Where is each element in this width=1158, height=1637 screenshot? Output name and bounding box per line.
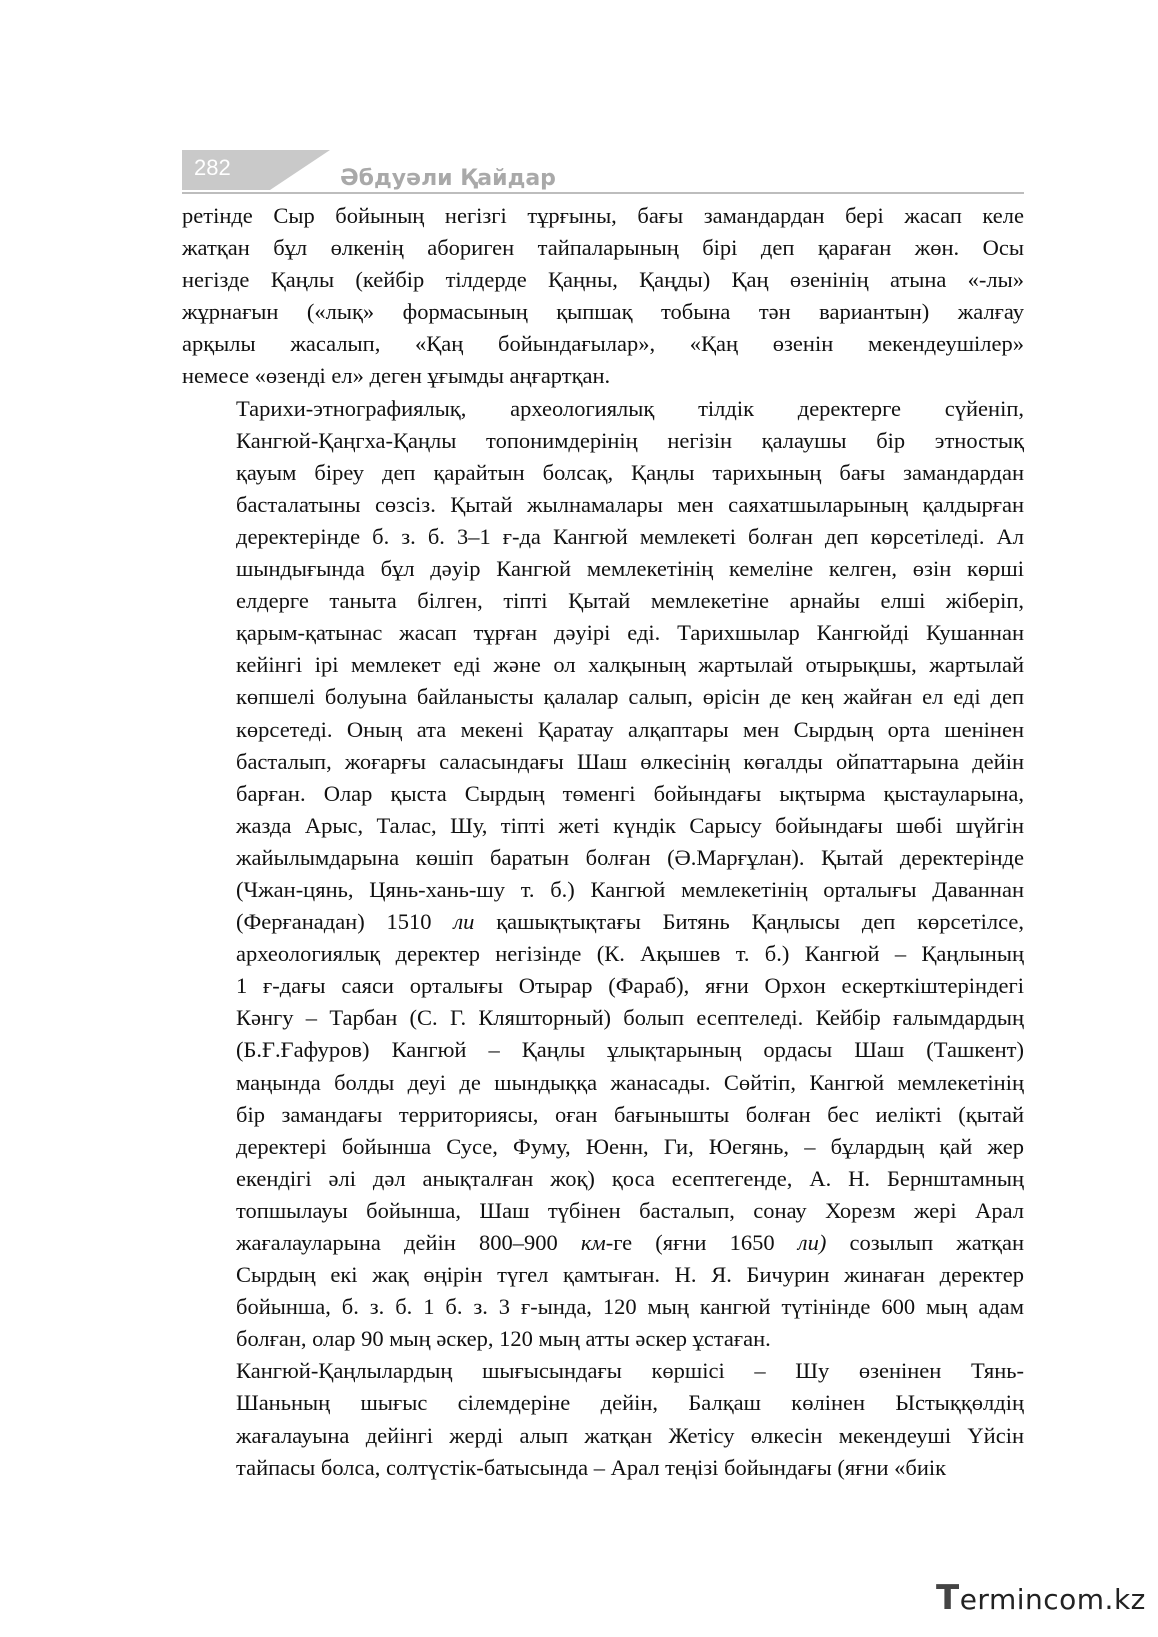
text-line: маңында болды деуі де шындыққа жанасады. Сөйтіп, Кангюй мемлекетінің	[236, 1069, 1024, 1095]
text-line: арқылы жасалып, «Қаң бойындағылар», «Қаң өзенін мекендеушілер»	[182, 331, 1024, 357]
text-line: деректері бойынша Сусе, Фуму, Юенн, Ги, Юегянь, – бұлардың қай жер	[236, 1133, 1024, 1159]
watermark-text: ermincom.kz	[959, 1583, 1146, 1616]
text-line: Кәнгу – Тарбан (С. Г. Кляшторный) болып есептеледі. Кейбір ғалымдардың	[236, 1005, 1024, 1031]
header-rule	[182, 192, 1024, 194]
text-line: ретінде Сыр бойының негізгі тұрғыны, бағы замандардан бері жасап келе	[182, 203, 1024, 228]
text-line: бір замандағы территориясы, оған бағынышты болған бес иелікті (қытай	[236, 1101, 1024, 1127]
paragraph	[182, 393, 1024, 1356]
text-line: Кангюй-Қаңгха-Қаңлы топонимдерінің негізін қалаушы бір этностық	[236, 427, 1024, 453]
text-line: басталып, жоғарғы саласындағы Шаш өлкесінің көгалды ойпаттарына дейін	[236, 748, 1024, 774]
page-number: 282	[194, 155, 231, 180]
text-line: екендігі әлі дәл анықталған жоқ) қоса есептегенде, А. Н. Бернштамның	[236, 1165, 1024, 1191]
text-line: (Ферғанадан) 1510 ли қашықтықтағы Битянь Қаңлысы деп көрсетілсе,	[236, 909, 1024, 935]
text-line: көрсетеді. Оның ата мекені Қаратау алқаптары мен Сырдың орта шенінен	[236, 716, 1024, 742]
text-line: жұрнағын («лық» формасының қыпшақ тобына тән вариантын) жалғау	[182, 299, 1024, 325]
text-line: тайпасы болса, солтүстік-батысында – Арал теңізі бойындағы (яғни «биік	[236, 1454, 947, 1480]
text-line: болған, олар 90 мың әскер, 120 мың атты әскер ұстаған.	[236, 1326, 771, 1352]
text-line: жазда Арыс, Талас, Шу, тіпті жеті күндік Сарысу бойындағы шөбі шүйгін	[236, 812, 1024, 838]
text-line: көпшелі болуына байланысты қалалар салып, өрісін де кең жайған ел еді деп	[236, 684, 1024, 710]
body-text	[182, 200, 1024, 1484]
paragraph	[182, 200, 1024, 393]
text-line: (Б.Ғ.Ғафуров) Кангюй – Қаңлы ұлықтарының ордасы Шаш (Ташкент)	[236, 1037, 1024, 1063]
text-line: кейінгі ірі мемлекет еді және ол халқының жартылай отырықшы, жартылай	[236, 652, 1024, 678]
text-line: 1 ғ-дағы саяси орталығы Отырар (Фараб), яғни Орхон ескерткіштеріндегі	[236, 973, 1024, 999]
text-line: жағалауына дейінгі жерді алып жатқан Жетісу өлкесін мекендеуші Үйсін	[236, 1422, 1024, 1448]
text-line: қауым біреу деп қарайтын болсақ, Қаңлы тарихының бағы замандардан	[236, 459, 1024, 485]
paragraph	[182, 1355, 1024, 1483]
text-line: деректерінде б. з. б. 3–1 ғ-да Кангюй мемлекеті болған деп көрсетіледі. Ал	[236, 523, 1024, 549]
text-line: шындығында бұл дәуір Кангюй мемлекетінің кемеліне келген, өзін көрші	[236, 556, 1024, 582]
text-line: басталатыны сөзсіз. Қытай жылнамалары мен саяхатшыларының қалдырған	[236, 491, 1024, 517]
page-header	[182, 150, 1024, 196]
text-line: Тарихи-этнографиялық, археологиялық тілдік деректерге сүйеніп,	[236, 395, 1024, 421]
text-line: жатқан бұл өлкенің абориген тайпаларының бірі деп қараған жөн. Осы	[182, 235, 1024, 261]
text-line: жайылымдарына көшіп баратын болған (Ә.Марғұлан). Қытай деректерінде	[236, 844, 1024, 870]
watermark-t-icon: T	[936, 1578, 960, 1618]
watermark-logo	[936, 1578, 1146, 1618]
text-line: елдерге таныта білген, тіпті Қытай мемлекетіне арнайы елші жіберіп,	[236, 588, 1024, 614]
text-line: барған. Олар қыста Сырдың төменгі бойындағы ықтырма қыстауларына,	[236, 780, 1024, 806]
page-number-tab-wedge	[270, 150, 330, 190]
text-line: жағалауларына дейін 800–900 км-ге (яғни 1650 ли) созылып жатқан	[236, 1230, 1024, 1255]
text-line: қарым-қатынас жасап тұрған дәуірі еді. Тарихшылар Кангюйді Кушаннан	[236, 620, 1024, 646]
text-line: (Чжан-цянь, Цянь-хань-шу т. б.) Кангюй мемлекетінің орталығы Даваннан	[236, 876, 1024, 902]
running-title: Әбдуәли Қайдар	[340, 166, 556, 191]
text-line: Сырдың екі жақ өңірін түгел қамтыған. Н. Я. Бичурин жинаған деректер	[236, 1262, 1024, 1288]
text-line: негізде Қаңлы (кейбір тілдерде Қаңны, Қаңды) Қаң өзенінің атына «-лы»	[182, 267, 1024, 293]
text-line: топшылауы бойынша, Шаш түбінен басталып, сонау Хорезм жері Арал	[236, 1197, 1024, 1223]
text-line: немесе «өзенді ел» деген ұғымды аңғартқан.	[182, 363, 611, 389]
text-line: бойынша, б. з. б. 1 б. з. 3 ғ-ында, 120 мың кангюй түтінінде 600 мың адам	[236, 1294, 1024, 1320]
text-line: археологиялық деректер негізінде (К. Ақышев т. б.) Кангюй – Қаңлының	[236, 941, 1024, 967]
text-line: Шаньның шығыс сілемдеріне дейін, Балқаш көлінен Ыстыққөлдің	[236, 1390, 1024, 1416]
text-line: Кангюй-Қаңлылардың шығысындағы көршісі – Шу өзенінен Тянь-	[236, 1358, 1024, 1384]
